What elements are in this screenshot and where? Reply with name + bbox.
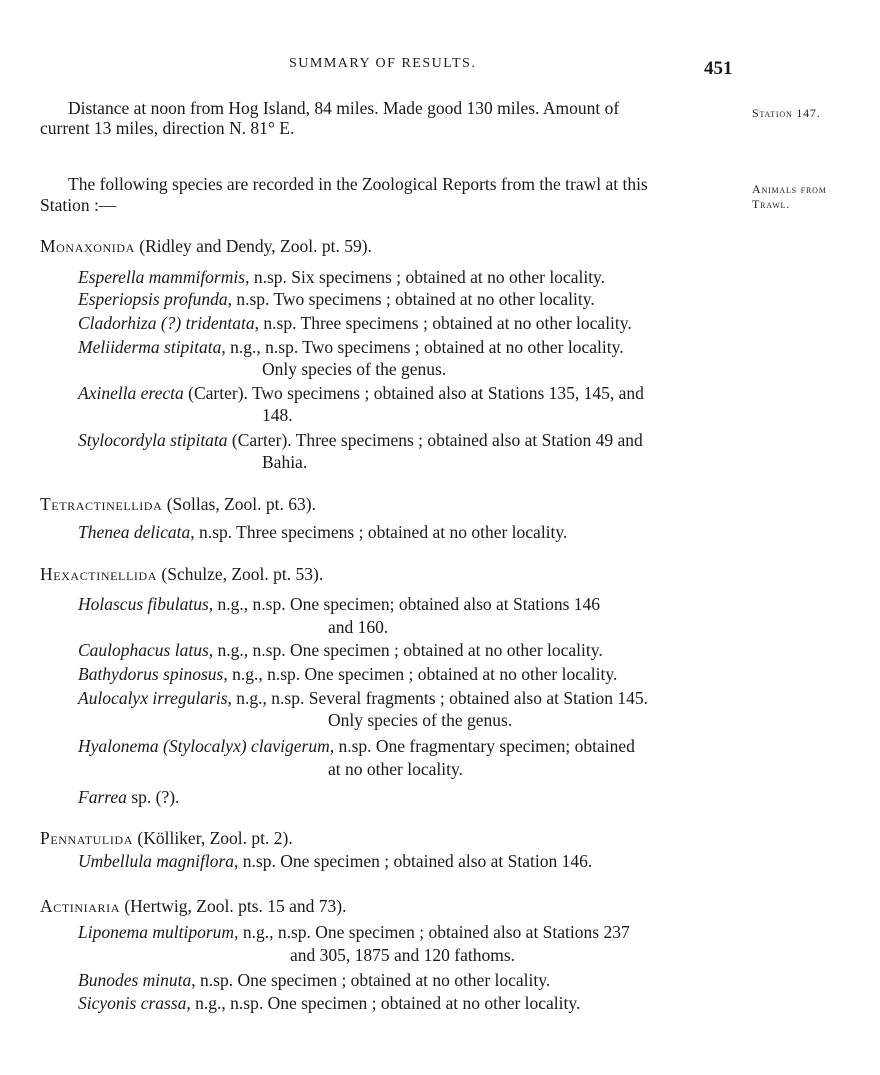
group-ref: (Schulze, Zool. pt. 53). [157,564,324,584]
species-entry: Hyalonema (Stylocalyx) clavigerum, n.sp. One fragmentary specimen; obtained [78,736,635,756]
species-entry: Bathydorus spinosus, n.g., n.sp. One specimen ; obtained at no other locality. [78,664,618,684]
species-entry: Cladorhiza (?) tridentata, n.sp. Three specimens ; obtained at no other locality. [78,313,632,333]
species-entry: Esperiopsis profunda, n.sp. Two specimens ; obtained at no other locality. [78,289,595,309]
running-header: SUMMARY OF RESULTS. [289,56,477,71]
group-ref: (Hertwig, Zool. pts. 15 and 73). [119,896,347,916]
group-ref: (Ridley and Dendy, Zool. pt. 59). [134,236,372,256]
intro-line-1: Distance at noon from Hog Island, 84 miles. Made good 130 miles. Amount of [68,98,620,118]
group-heading-actiniaria [40,896,346,917]
species-continuation: 148. [262,405,293,425]
species-name: Caulophacus latus [78,640,209,660]
species-entry: Esperella mammiformis, n.sp. Six specimens ; obtained at no other locality. [78,267,606,287]
species-entry: Holascus fibulatus, n.g., n.sp. One specimen; obtained also at Stations 146 [78,594,601,614]
group-heading-tetractinellida [40,494,316,515]
species-entry: Liponema multiporum, n.g., n.sp. One specimen ; obtained also at Stations 237 [78,922,630,942]
species-name: Esperella mammiformis [78,267,246,287]
group-name: Tetractinellida [40,494,163,514]
species-entry: Axinella erecta (Carter). Two specimens ; obtained also at Stations 135, 145, and [78,383,644,403]
species-entry: Stylocordyla stipitata (Carter). Three specimens ; obtained also at Station 49 and [78,430,643,450]
species-continuation: and 305, 1875 and 120 fathoms. [290,945,516,965]
group-heading-hexactinellida [40,564,323,585]
species-name: Bunodes minuta [78,970,192,990]
species-entry: Aulocalyx irregularis, n.g., n.sp. Several fragments ; obtained also at Station 145. [78,688,648,708]
group-name: Monaxonida [40,236,135,256]
group-heading-monaxonida [40,236,372,257]
species-name: Farrea [78,787,127,807]
group-ref: (Kölliker, Zool. pt. 2). [133,828,293,848]
species-continuation: and 160. [328,617,389,637]
group-name: Pennatulida [40,828,133,848]
species-name: Holascus fibulatus [78,594,209,614]
group-name: Actiniaria [40,896,120,916]
species-name: Sicyonis crassa [78,993,187,1013]
margin-note-trawl: Trawl. [752,197,791,211]
species-intro-line-2: Station :— [40,195,117,215]
species-intro-line-1: The following species are recorded in the Zoological Reports from the trawl at this [68,174,648,194]
page-number: 451 [704,58,733,79]
species-continuation: Only species of the genus. [328,710,513,730]
group-heading-pennatulida [40,828,293,849]
group-name: Hexactinellida [40,564,158,584]
species-name: Aulocalyx irregularis [78,688,228,708]
species-name: Bathydorus spinosus [78,664,224,684]
species-name: Esperiopsis profunda [78,289,228,309]
species-continuation: Bahia. [262,452,308,472]
species-continuation: at no other locality. [328,759,463,779]
species-name: Liponema multiporum [78,922,235,942]
species-name: Thenea delicata [78,522,191,542]
species-entry: Umbellula magniflora, n.sp. One specimen ; obtained also at Station 146. [78,851,593,871]
species-entry: Meliiderma stipitata, n.g., n.sp. Two specimens ; obtained at no other locality. [78,337,624,357]
margin-note-station: Station 147. [752,106,821,120]
species-entry: Caulophacus latus, n.g., n.sp. One specimen ; obtained at no other locality. [78,640,603,660]
intro-line-2: current 13 miles, direction N. 81° E. [40,118,295,138]
species-name: Meliiderma stipitata [78,337,222,357]
species-name: Umbellula magniflora [78,851,235,871]
species-name: Axinella erecta [78,383,184,403]
species-continuation: Only species of the genus. [262,359,447,379]
species-name: Stylocordyla stipitata [78,430,228,450]
species-name: Hyalonema (Stylocalyx) clavigerum [78,736,330,756]
species-entry: Farrea sp. (?). [78,787,180,807]
species-entry: Thenea delicata, n.sp. Three specimens ; obtained at no other locality. [78,522,568,542]
species-entry: Sicyonis crassa, n.g., n.sp. One specimen ; obtained at no other locality. [78,993,581,1013]
group-ref: (Sollas, Zool. pt. 63). [162,494,316,514]
species-entry: Bunodes minuta, n.sp. One specimen ; obtained at no other locality. [78,970,551,990]
margin-note-animals: Animals from [752,182,827,196]
species-name: Cladorhiza (?) tridentata [78,313,255,333]
